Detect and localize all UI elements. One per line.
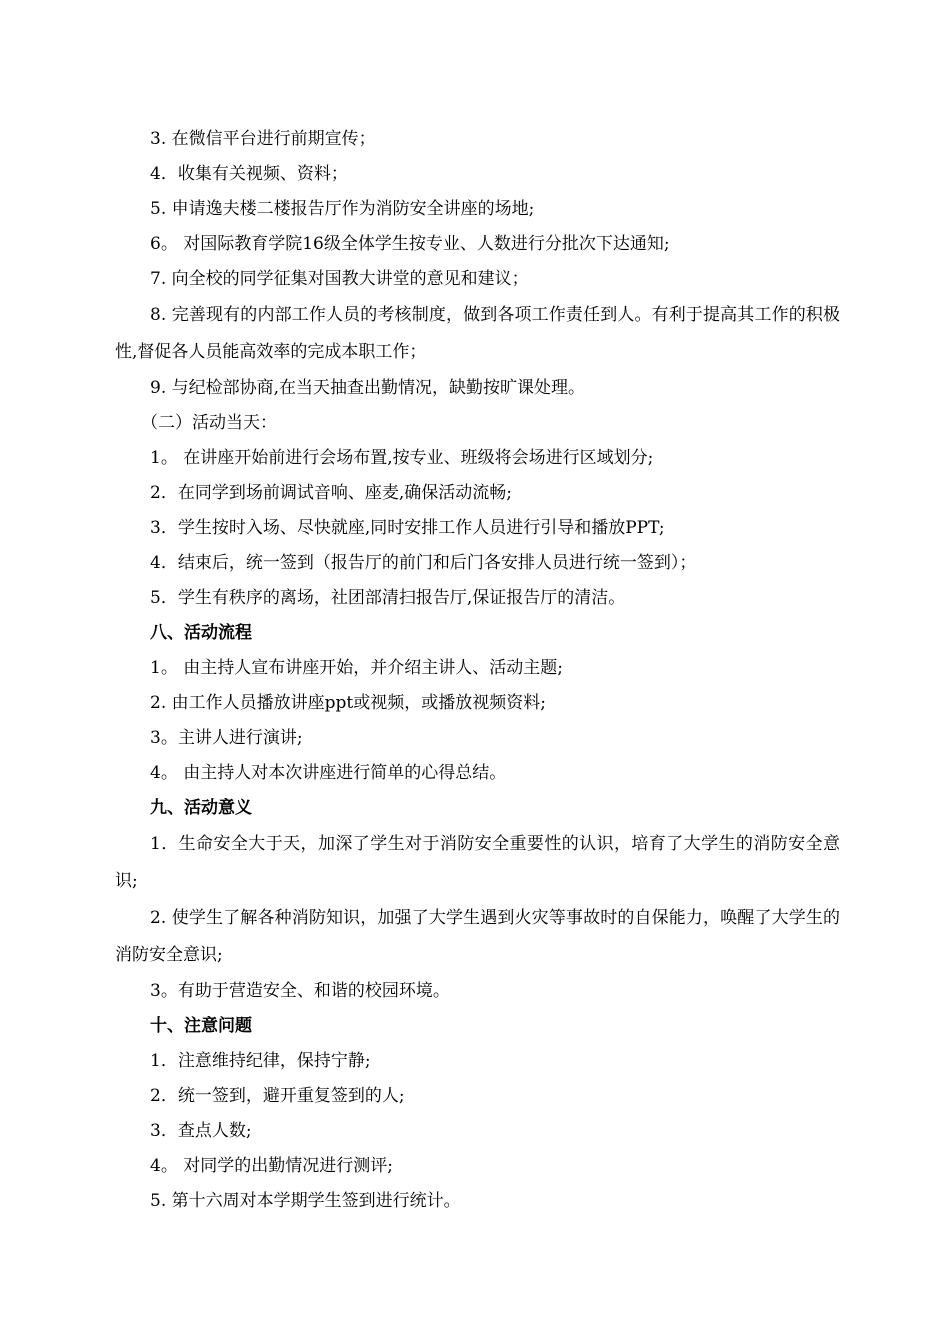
list-item: 3。有助于营造安全、和谐的校园环境。 <box>150 981 450 1001</box>
list-item: 6。 对国际教育学院16级全体学生按专业、人数进行分批次下达通知; <box>150 234 670 254</box>
list-item: 9. 与纪检部协商,在当天抽查出勤情况，缺勤按旷课处理。 <box>150 378 586 398</box>
list-item: 1．注意维持纪律，保持宁静; <box>150 1051 371 1071</box>
subsection-title: （二）活动当天： <box>141 413 277 433</box>
list-item: 1。 由主持人宣布讲座开始，并介绍主讲人、活动主题; <box>150 658 563 678</box>
list-item: 3。主讲人进行演讲; <box>150 728 303 748</box>
list-item: 4。 对同学的出勤情况进行测评; <box>150 1156 393 1176</box>
list-item: 1．生命安全大于天，加深了学生对于消防安全重要性的认识，培育了大学生的消防安全意识; <box>115 834 840 891</box>
list-item: 7. 向全校的同学征集对国教大讲堂的意见和建议； <box>150 269 529 289</box>
list-item: 4．结束后，统一签到（报告厅的前门和后门各安排人员进行统一签到）； <box>150 553 697 573</box>
document-body <box>115 122 840 1219</box>
list-item: 3. 在微信平台进行前期宣传； <box>150 129 376 149</box>
list-item: 5．学生有秩序的离场，社团部清扫报告厅,保证报告厅的清洁。 <box>150 588 626 608</box>
list-item: 4．收集有关视频、资料； <box>150 164 348 184</box>
list-item: 2. 由工作人员播放讲座ppt或视频，或播放视频资料; <box>150 693 546 713</box>
list-item: 4。 由主持人对本次讲座进行简单的心得总结。 <box>150 763 507 783</box>
list-item: 3．查点人数; <box>150 1121 252 1141</box>
list-item: 3．学生按时入场、尽快就座,同时安排工作人员进行引导和播放PPT; <box>150 518 665 538</box>
list-item: 2．统一签到，避开重复签到的人; <box>150 1086 405 1106</box>
list-item: 2．在同学到场前调试音响、座麦,确保活动流畅; <box>150 483 512 503</box>
section-heading: 十、注意问题 <box>150 1016 252 1036</box>
list-item: 5. 第十六周对本学期学生签到进行统计。 <box>150 1191 461 1211</box>
list-item: 2. 使学生了解各种消防知识，加强了大学生遇到火灾等事故时的自保能力，唤醒了大学生的消防安全意识; <box>115 908 840 965</box>
list-item: 8. 完善现有的内部工作人员的考核制度，做到各项工作责任到人。有利于提高其工作的积极性,督促各人员能高效率的完成本职工作； <box>115 305 840 362</box>
list-item: 5. 申请逸夫楼二楼报告厅作为消防安全讲座的场地; <box>150 199 535 219</box>
section-heading: 八、活动流程 <box>150 623 252 643</box>
section-heading: 九、活动意义 <box>150 798 252 818</box>
list-item: 1。 在讲座开始前进行会场布置,按专业、班级将会场进行区域划分; <box>150 448 654 468</box>
